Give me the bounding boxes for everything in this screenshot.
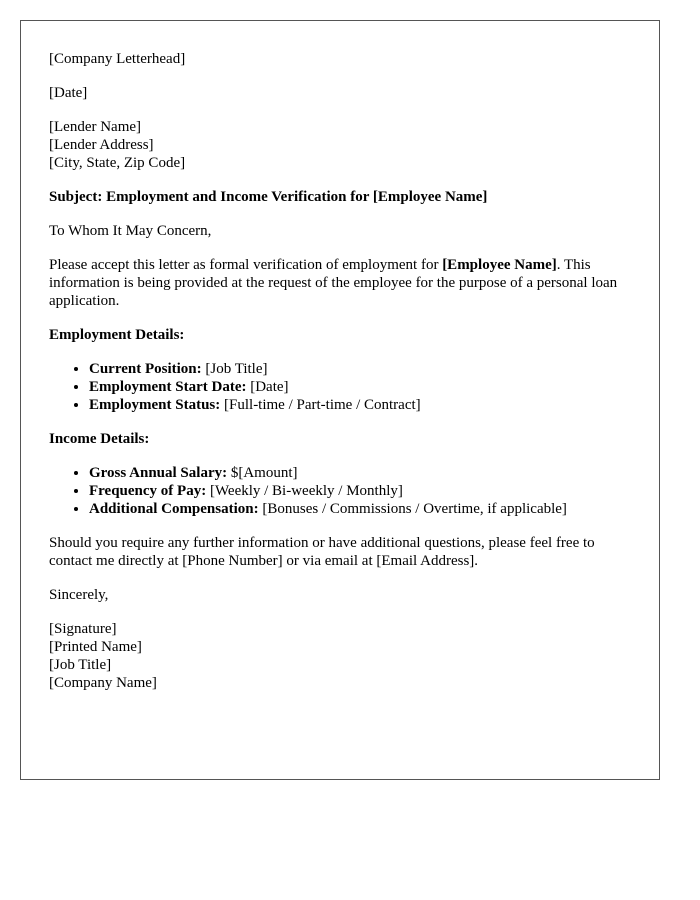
signer-company-name: [Company Name]: [49, 675, 157, 691]
lender-address: [Lender Address]: [49, 137, 154, 153]
list-item-label: Frequency of Pay:: [89, 483, 207, 499]
list-item-value: [Job Title]: [201, 361, 268, 377]
intro-text-after: . This information is being provided at the request of the employee for the purpose of a personal loan application.: [49, 257, 618, 309]
list-item-label: Employment Status:: [89, 397, 221, 413]
letter-date: [Date]: [49, 85, 88, 101]
closing-paragraph: Should you require any further information or have additional questions, please feel free to contact me directly at [Phone Number] or via email at [Email Address].: [49, 535, 595, 569]
list-item-value: [Full-time / Part-time / Contract]: [220, 397, 421, 413]
list-item: [89, 396, 631, 414]
company-letterhead: [Company Letterhead]: [49, 51, 186, 67]
subject-line: [49, 188, 631, 206]
list-item-value: [Weekly / Bi-weekly / Monthly]: [206, 483, 403, 499]
employment-details-heading: [49, 326, 631, 344]
signature-block: [49, 620, 631, 692]
list-item-value: [Date]: [246, 379, 289, 395]
letter-page: [20, 20, 660, 780]
list-item-label: Current Position:: [89, 361, 202, 377]
income-details-heading-text: Income Details:: [49, 431, 150, 447]
list-item-label: Additional Compensation:: [89, 501, 259, 517]
income-details-heading: [49, 430, 631, 448]
list-item: [89, 482, 631, 500]
signature: [Signature]: [49, 621, 117, 637]
employment-details-heading-text: Employment Details:: [49, 327, 185, 343]
intro-paragraph: [49, 256, 631, 310]
recipient-address-block: [49, 118, 631, 172]
list-item-value: $[Amount]: [227, 465, 298, 481]
lender-city-state-zip: [City, State, Zip Code]: [49, 155, 186, 171]
printed-name: [Printed Name]: [49, 639, 142, 655]
sign-off: Sincerely,: [49, 587, 109, 603]
list-item-label: Gross Annual Salary:: [89, 465, 228, 481]
signer-job-title: [Job Title]: [49, 657, 112, 673]
intro-employee-name: [Employee Name]: [442, 257, 557, 273]
income-details-list: [49, 464, 631, 518]
lender-name: [Lender Name]: [49, 119, 142, 135]
list-item-value: [Bonuses / Commissions / Overtime, if applicable]: [258, 501, 567, 517]
employment-details-list: [49, 360, 631, 414]
list-item: [89, 360, 631, 378]
intro-text-before: Please accept this letter as formal verification of employment for: [49, 257, 443, 273]
list-item: [89, 500, 631, 518]
list-item: [89, 378, 631, 396]
list-item: [89, 464, 631, 482]
list-item-label: Employment Start Date:: [89, 379, 247, 395]
subject-text: Subject: Employment and Income Verification for [Employee Name]: [49, 189, 488, 205]
salutation: To Whom It May Concern,: [49, 223, 212, 239]
